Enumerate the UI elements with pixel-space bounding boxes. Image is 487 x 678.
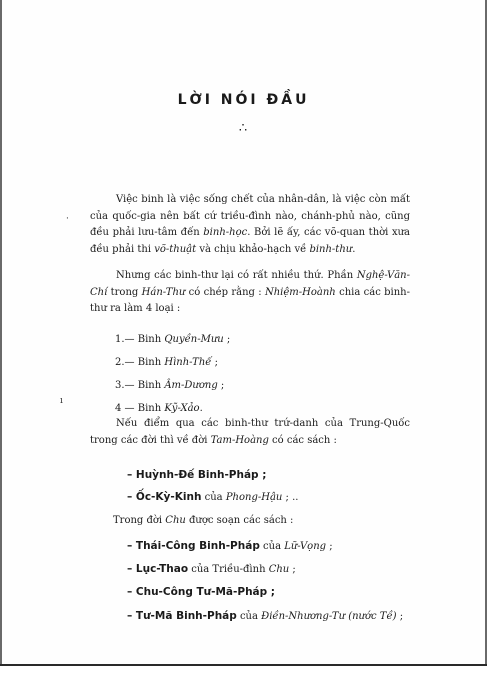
book-entry: – Ốc-Kỳ-Kinh của Phong-Hậu ; .. xyxy=(127,491,299,503)
list-item: 3.— Binh Âm-Dương ; xyxy=(115,380,225,391)
book-entry: – Huỳnh-Đế Binh-Pháp ; xyxy=(127,469,267,481)
book-entry: – Chu-Công Tư-Mã-Pháp ; xyxy=(127,586,275,598)
paragraph-intro: Việc binh là việc sống chết của nhân-dân, là việc còn mất của quốc-gia nên bất cứ triều-đình nào, chánh-phủ nào, cũng đều phải lưu-tâm đến binh-học. Bởi lẽ ấy, các võ-quan thời xưa đều phải thi võ-thuật và chịu khảo-hạch về binh-thư. xyxy=(90,194,410,255)
paragraph-survey: Nếu điểm qua các binh-thư trứ-danh của Trung-Quốc trong các đời thì về đời Tam-Hoàng có các sách : xyxy=(90,418,410,446)
stray-mark: ı xyxy=(60,396,63,406)
ornament-dots: ∴ xyxy=(238,121,249,136)
paragraph-chu-dynasty: Trong đời Chu được soạn các sách : xyxy=(113,515,294,526)
list-item: 1.— Binh Quyền-Mưu ; xyxy=(115,334,231,345)
list-item: 4 — Binh Kỹ-Xảo. xyxy=(115,403,203,414)
book-entry: – Thái-Công Binh-Pháp của Lữ-Vọng ; xyxy=(127,540,333,552)
paragraph-classification: Nhưng các binh-thư lại có rất nhiều thứ. Phần Nghệ-Văn-Chí trong Hán-Thư có chép rằng : Nhiệm-Hoành chia các binh-thư ra làm 4 loại : xyxy=(90,270,410,314)
page-title: LỜI NÓI ĐẦU xyxy=(177,92,310,108)
book-entry: – Lục-Thao của Triều-đình Chu ; xyxy=(127,563,296,575)
book-entry: – Tư-Mã Binh-Pháp của Điền-Nhương-Tư (nước Tề) ; xyxy=(127,610,404,622)
list-item: 2.— Binh Hình-Thế ; xyxy=(115,357,218,368)
stray-mark: · xyxy=(66,214,69,224)
